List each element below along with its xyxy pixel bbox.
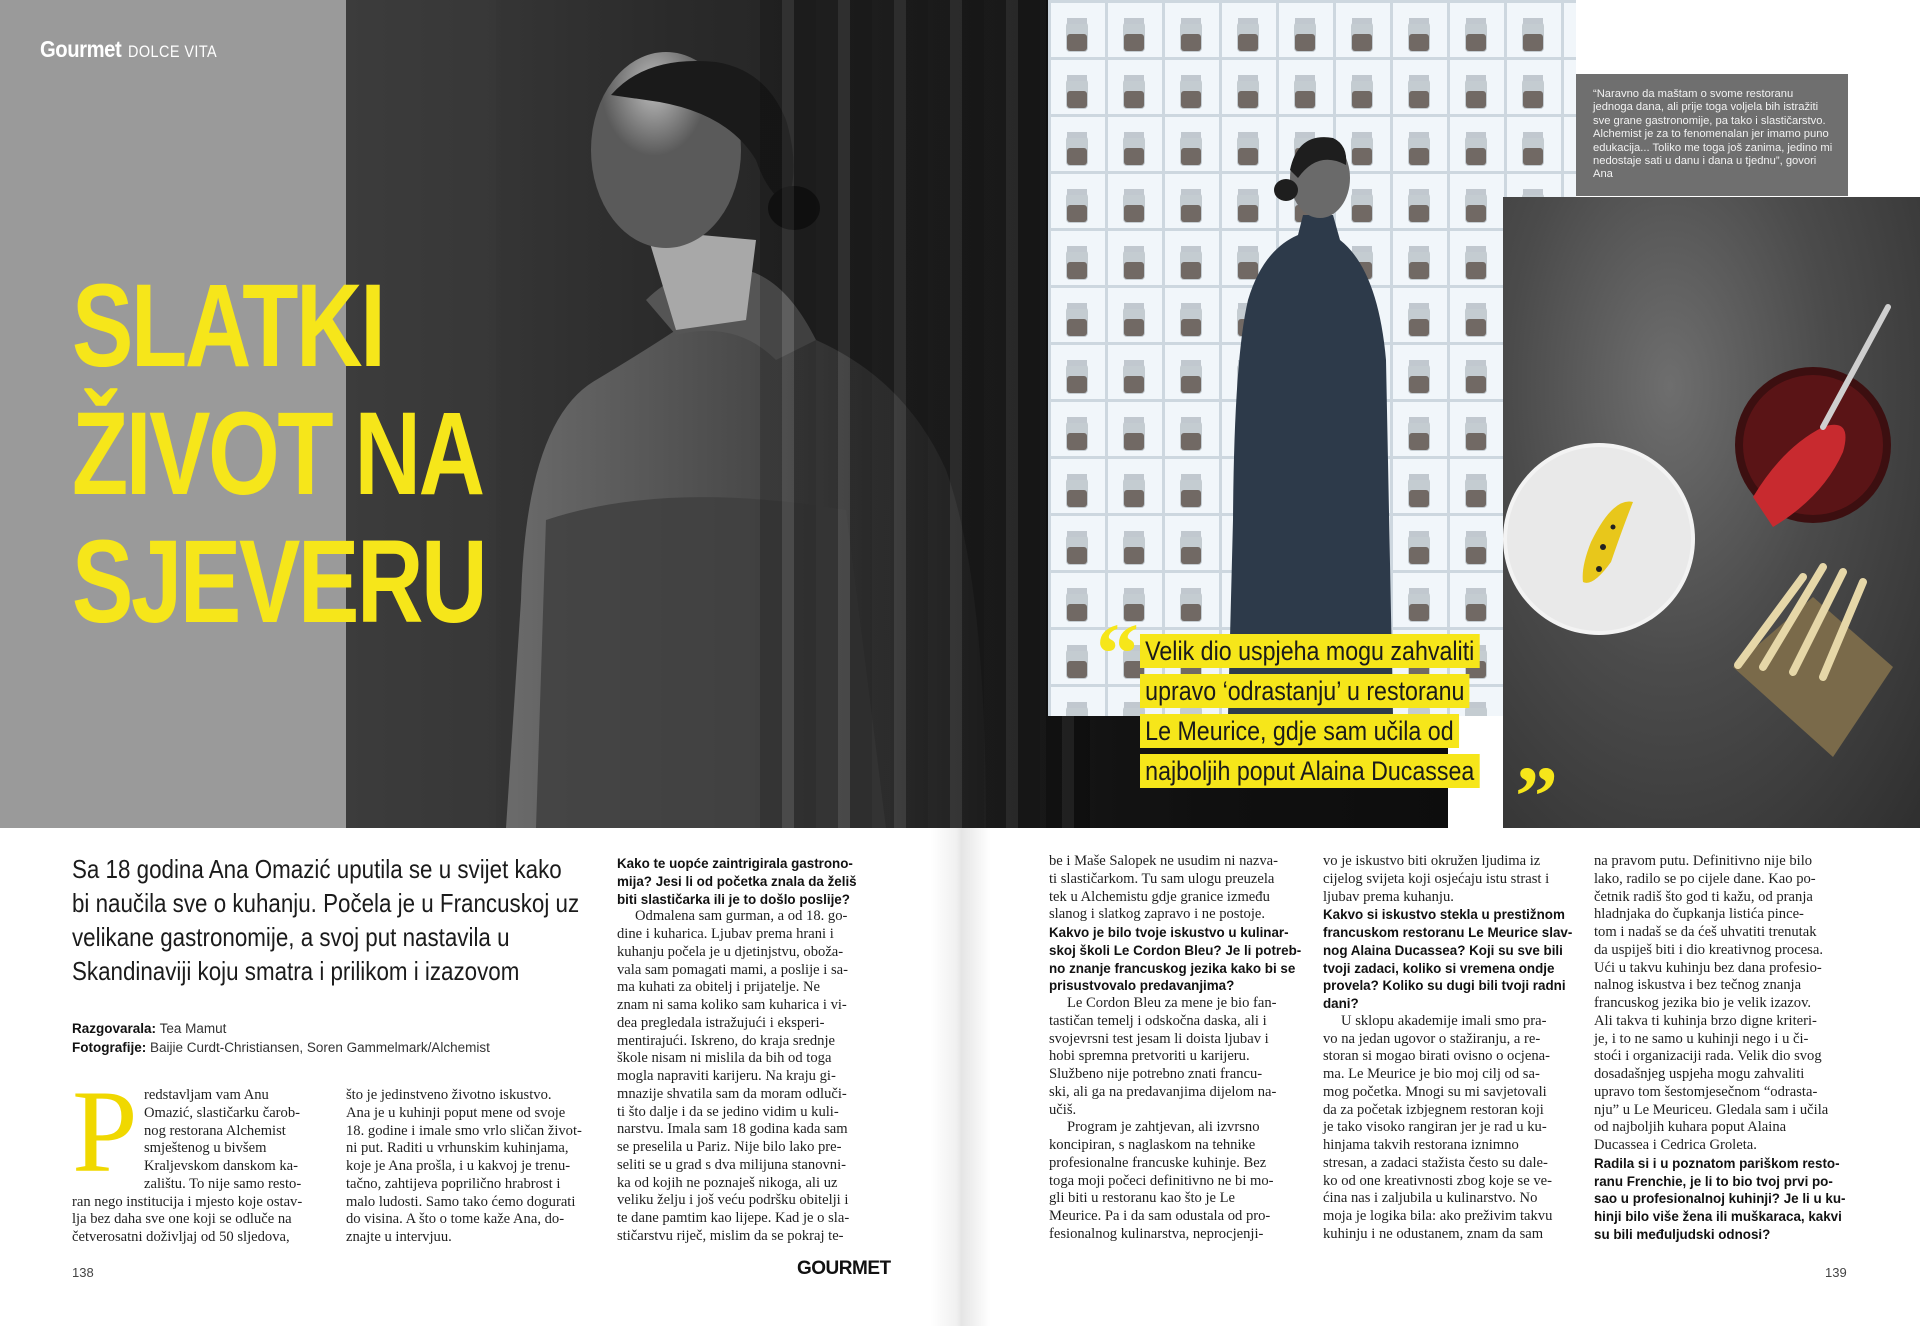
body-line: Ducassea i Cedrica Groleta. [1594, 1137, 1757, 1153]
body-line: francuskog jezika bio je velik izazov. [1594, 995, 1812, 1011]
close-quote-mark: ” [1515, 748, 1558, 844]
body-line: stresan, a zadaci stažista često su dale- [1323, 1154, 1548, 1171]
pull-quote-line: najboljih poput Alaina Ducassea [1140, 754, 1480, 788]
body-line: be i Maše Salopek ne usudim ni nazva- [1049, 853, 1278, 869]
credit-value: Baijie Curdt-Christiansen, Soren Gammelmark/Alchemist [150, 1040, 490, 1055]
body-line: hobi spremna pretvoriti u karijeru. [1049, 1048, 1250, 1065]
body-line: Program je zahtjevan, ali izvrsno [1067, 1119, 1260, 1136]
body-line: vo je iskustvo biti okružen ljudima iz [1323, 853, 1541, 869]
question-line: Kakvo si iskustvo stekla u prestižnom [1323, 907, 1565, 923]
question-line: mija? Jesi li od početka znala da želiš [617, 873, 857, 889]
body-line: škole nisam ni mislila da bih od toga [617, 1050, 832, 1067]
body-line: kuhinju i ne odustanem, znam da sam [1323, 1225, 1544, 1242]
body-line: da za početak izbjegnem restoran koji [1323, 1101, 1544, 1118]
body-line: vo na jedan ugovor o stažiranju, a re- [1323, 1030, 1541, 1047]
body-line: nalnog iskustva i bez tečnog znanja [1594, 977, 1802, 994]
credit-label: Razgovarala: [72, 1021, 157, 1036]
question-line: hinji bilo više žena ili muškaraca, kakvi [1594, 1209, 1842, 1224]
question-line: dani? [1323, 996, 1359, 1011]
body-line: ćina nas i zaljubila u kulinarstvo. No [1323, 1190, 1538, 1207]
question-line: ranu Frenchie, je li to bio tvoj prvi po- [1594, 1173, 1833, 1189]
body-line: ti slastičarkom. Tu sam ulogu preuzela [1049, 870, 1275, 887]
body-line: Kraljevskom danskom ka- [144, 1158, 299, 1174]
body-line: mnazije shvatila sam da moram odluči- [617, 1085, 847, 1102]
body-line: tek u Alchemistu gdje granice između [1049, 888, 1270, 905]
body-line: ko od one kreativnosti zbog koje se ve- [1323, 1172, 1552, 1189]
body-line: 18. godine i imale smo vrlo sličan život- [346, 1122, 582, 1139]
body-line: znajte u intervjuu. [346, 1229, 452, 1245]
body-line: vala sam pomagati mami, a poslije i sa- [617, 961, 849, 978]
body-line: svojevrsni test jesam li doista ljubav i [1049, 1030, 1269, 1047]
credits [72, 1019, 632, 1057]
body-line: četnik radiš što god ti kažu, od pranja [1594, 888, 1813, 905]
body-line: ma. Le Meurice je bio moj cilj od sa- [1323, 1066, 1540, 1082]
body-line: lako, radilo se po cijele dane. Kao po- [1594, 870, 1816, 887]
side-quote-box [1576, 74, 1848, 196]
body-line: je tako visoko rangiran jer je rad u ku- [1323, 1119, 1547, 1136]
pull-quote [1100, 634, 1580, 794]
open-quote-mark: “ [1096, 605, 1139, 701]
body-line: Službeno nije potrebno znati francu- [1049, 1066, 1263, 1082]
body-line: ti što dalje i da se jedino vidim u kuli- [617, 1103, 839, 1120]
body-line: upravo tom šestomjesečnom “odrasta- [1594, 1083, 1818, 1100]
headline-line: ŽIVOT NA [72, 388, 483, 520]
body-line: U sklopu akademije imali smo pra- [1341, 1012, 1547, 1029]
question-line: biti slastičarka ili je to došlo poslije? [617, 891, 850, 907]
body-line: smještenog u bivšem [144, 1140, 267, 1157]
body-line: od najboljih kuhara poput Alaina [1594, 1119, 1787, 1136]
question-line: skoj školi Le Cordon Bleu? Je li potreb- [1049, 942, 1302, 958]
question-line: Kako te uopće zaintrigirala gastrono- [617, 856, 853, 871]
body-line: mog početka. Mnogi su mi savjetovali [1323, 1083, 1547, 1100]
body-line: mogla napraviti karijeru. Na kraju gi- [617, 1068, 836, 1084]
body-line: dine i kuharica. Ljubav prema hrani i [617, 926, 834, 942]
headline-line: SJEVERU [72, 516, 486, 648]
text-column-2 [346, 1087, 606, 1247]
body-line: Ana je u kuhinji poput mene od svoje [346, 1104, 566, 1121]
body-line: tastičan temelj i odskočna daska, ali i [1049, 1012, 1267, 1029]
body-line: ran nego institucija i mjesto koje ostav- [72, 1193, 303, 1210]
body-line: koncipiran, s naglaskom na tehnike [1049, 1137, 1256, 1153]
body-line: nog restorana Alchemist [144, 1122, 286, 1139]
body-line: fesionalnog kulinarstva, neprocjenji- [1049, 1225, 1264, 1242]
body-line: se preselila u Pariz. Nije bilo lako pre- [617, 1139, 842, 1155]
body-line: tačno, zahtijeva poprilično hrabrost i [346, 1175, 561, 1192]
section-name: DOLCE VITA [128, 42, 218, 61]
body-line: moja je logika bila: ako preživim takvu [1323, 1208, 1553, 1224]
question-line: su bili međuljudski odnosi? [1594, 1226, 1771, 1242]
question-line: no znanje francuskog jezika kako bi se [1049, 960, 1296, 976]
body-line: Ali takva ti kuhinja brzo digne kriteri- [1594, 1012, 1817, 1029]
body-line: tom i nadaš se da ćeš uhvatiti trenutak [1594, 924, 1817, 940]
headline [72, 262, 572, 646]
section-header [40, 36, 233, 63]
body-line: Meurice. Pa i da sam odustala od pro- [1049, 1208, 1271, 1224]
body-line: je, i to ne samo u kuhinji nego i u či- [1594, 1030, 1809, 1047]
page-number-right: 139 [1825, 1265, 1847, 1280]
credit-value: Tea Mamut [159, 1021, 227, 1036]
intro-paragraph [72, 852, 592, 988]
text-column-6 [1594, 853, 1866, 1244]
body-line: veliku želju i još veću podršku obitelji i [617, 1192, 849, 1209]
intro-text: Sa 18 godina Ana Omazić uputila se u svijet kako bi naučila sve o kuhanju. Počela je u Francuskoj uz velikane gastronomije, a svoj put nastavila u Skandinaviji koju smatra i prilikom i izazovom [72, 854, 580, 986]
body-line: znam ni sama koliko sam kuharica i vi- [617, 997, 847, 1013]
question-line: provela? Koliko su dugi bili tvoji radni [1323, 978, 1566, 994]
body-line: redstavljam vam Anu [144, 1087, 269, 1103]
body-line: lja bez daha sve one koji se odluče na [72, 1211, 292, 1228]
body-line: gli biti u restoranu kao što je Le [1049, 1190, 1236, 1207]
body-line: slanog i slatkog zapravo i ne postoje. [1049, 906, 1266, 923]
body-line: stičarstvu riječ, mislim da se pokraj te- [617, 1227, 844, 1244]
question-line: nog Alaina Ducassea? Koji su sve bili [1323, 942, 1563, 958]
text-column-4 [1049, 853, 1311, 1244]
page-gutter [930, 828, 990, 1326]
body-line: profesionalne francuske kuhinje. Bez [1049, 1154, 1267, 1171]
magazine-brand: Gourmet [40, 36, 122, 62]
body-line: te dane pamtim kao lijepe. Kad je o sla- [617, 1210, 850, 1226]
body-line: Le Cordon Bleu za mene je bio fan- [1067, 995, 1277, 1011]
body-line: učiš. [1049, 1101, 1077, 1118]
body-line: hladnjaka do čupkanja listića pince- [1594, 906, 1804, 923]
footer-logo: GOURMET [797, 1258, 891, 1279]
pull-quote-line: Velik dio uspjeha mogu zahvaliti [1140, 634, 1479, 668]
question-line: prisustvovalo predavanjima? [1049, 978, 1235, 994]
body-line: ski, ali ga na predavanjima dijelom na- [1049, 1083, 1277, 1100]
body-line: seliti se u grad s dva milijuna stanovni- [617, 1156, 847, 1173]
body-line: hinjama takvih restorana iznimno [1323, 1137, 1519, 1153]
body-line: da uspiješ biti i dio kreativnog procesa. [1594, 941, 1823, 958]
body-line: malo ludosti. Samo tako ćemo dogurati [346, 1193, 576, 1210]
text-column-5 [1323, 853, 1585, 1244]
curtain [760, 0, 1090, 828]
body-line: dea pregledala istražujući i eksperi- [617, 1014, 825, 1031]
text-column-1 [72, 1087, 332, 1247]
body-line: cijelog svijeta koji osjećaju istu strast i [1323, 870, 1550, 887]
credit-photos [72, 1038, 632, 1057]
pull-quote-line: upravo ‘odrastanju’ u restoranu [1140, 674, 1470, 708]
body-line: što je jedinstveno životno iskustvo. [346, 1087, 552, 1103]
body-line: četverosatni doživljaj od 50 sljedova, [72, 1229, 290, 1245]
credit-label: Fotografije: [72, 1040, 147, 1055]
pull-quote-line: Le Meurice, gdje sam učila od [1140, 714, 1459, 748]
body-line: zalištu. To nije samo resto- [144, 1175, 302, 1192]
question-line: Radila si i u poznatom pariškom resto- [1594, 1155, 1840, 1171]
body-line: Omazić, slastičarku čarob- [144, 1104, 300, 1121]
body-line: nju” u Le Meuriceu. Gledala sam i učila [1594, 1101, 1829, 1118]
body-line: ljubav prema kuhanju. [1323, 888, 1454, 905]
body-line: koje je Ana prošla, i u kakvoj je trenu- [346, 1158, 571, 1174]
side-quote-text: “Naravno da maštam o svome restoranu jednoga dana, ali prije toga voljela bih istražiti sve grane gastronomije, pa tako i slastičarstvo. Alchemist je za to fenomenalan jer imamo puno edukacija... Toliko me toga još zanima, jedino mi nedostaje sati u danu i dana u tjednu”, govori Ana [1593, 88, 1833, 181]
body-line: do visina. A što o tome kaže Ana, do- [346, 1211, 565, 1228]
body-line: dosadašnjeg uspjeha mogu zahvaliti [1594, 1066, 1805, 1082]
body-line: stoći i organizaciji rada. Velik dio svog [1594, 1048, 1822, 1065]
body-line: Odmalena sam gurman, a od 18. go- [635, 908, 848, 925]
question-line: tvoji zadaci, koliko si vremena ondje [1323, 960, 1555, 976]
page-number-left: 138 [72, 1265, 94, 1280]
body-line: ka od kojih ne poznaješ nikoga, ali uz [617, 1174, 838, 1191]
question-line: Kakvo je bilo tvoje iskustvo u kulinar- [1049, 925, 1289, 940]
question-line: francuskom restoranu Le Meurice slav- [1323, 925, 1573, 940]
body-line: na pravom putu. Definitivno nije bilo [1594, 853, 1813, 869]
credit-interview [72, 1019, 632, 1038]
question-line: sao u profesionalnoj kuhinji? Je li u ku- [1594, 1191, 1846, 1207]
body-line: mentirajući. Iskreno, do kraja srednje [617, 1032, 836, 1049]
body-line: toga moji počeci definitivno ne bi mo- [1049, 1172, 1274, 1189]
body-line: kuhanju počela je u djetinjstvu, oboža- [617, 943, 844, 960]
body-line: ni put. Raditi u vrhunskim kuhinjama, [346, 1140, 569, 1157]
body-line: storan si mogao birati ovisno o ocjena- [1323, 1048, 1550, 1065]
body-line: ma kuhati za obitelj i prijatelje. Ne [617, 979, 821, 996]
body-line: narstvu. Imala sam 18 godina kada sam [617, 1121, 848, 1138]
drop-cap: P [72, 1066, 138, 1197]
text-column-3 [617, 855, 879, 1246]
headline-line: SLATKI [72, 260, 384, 392]
body-line: Ući u takvu kuhinju bez dana profesio- [1594, 959, 1822, 976]
